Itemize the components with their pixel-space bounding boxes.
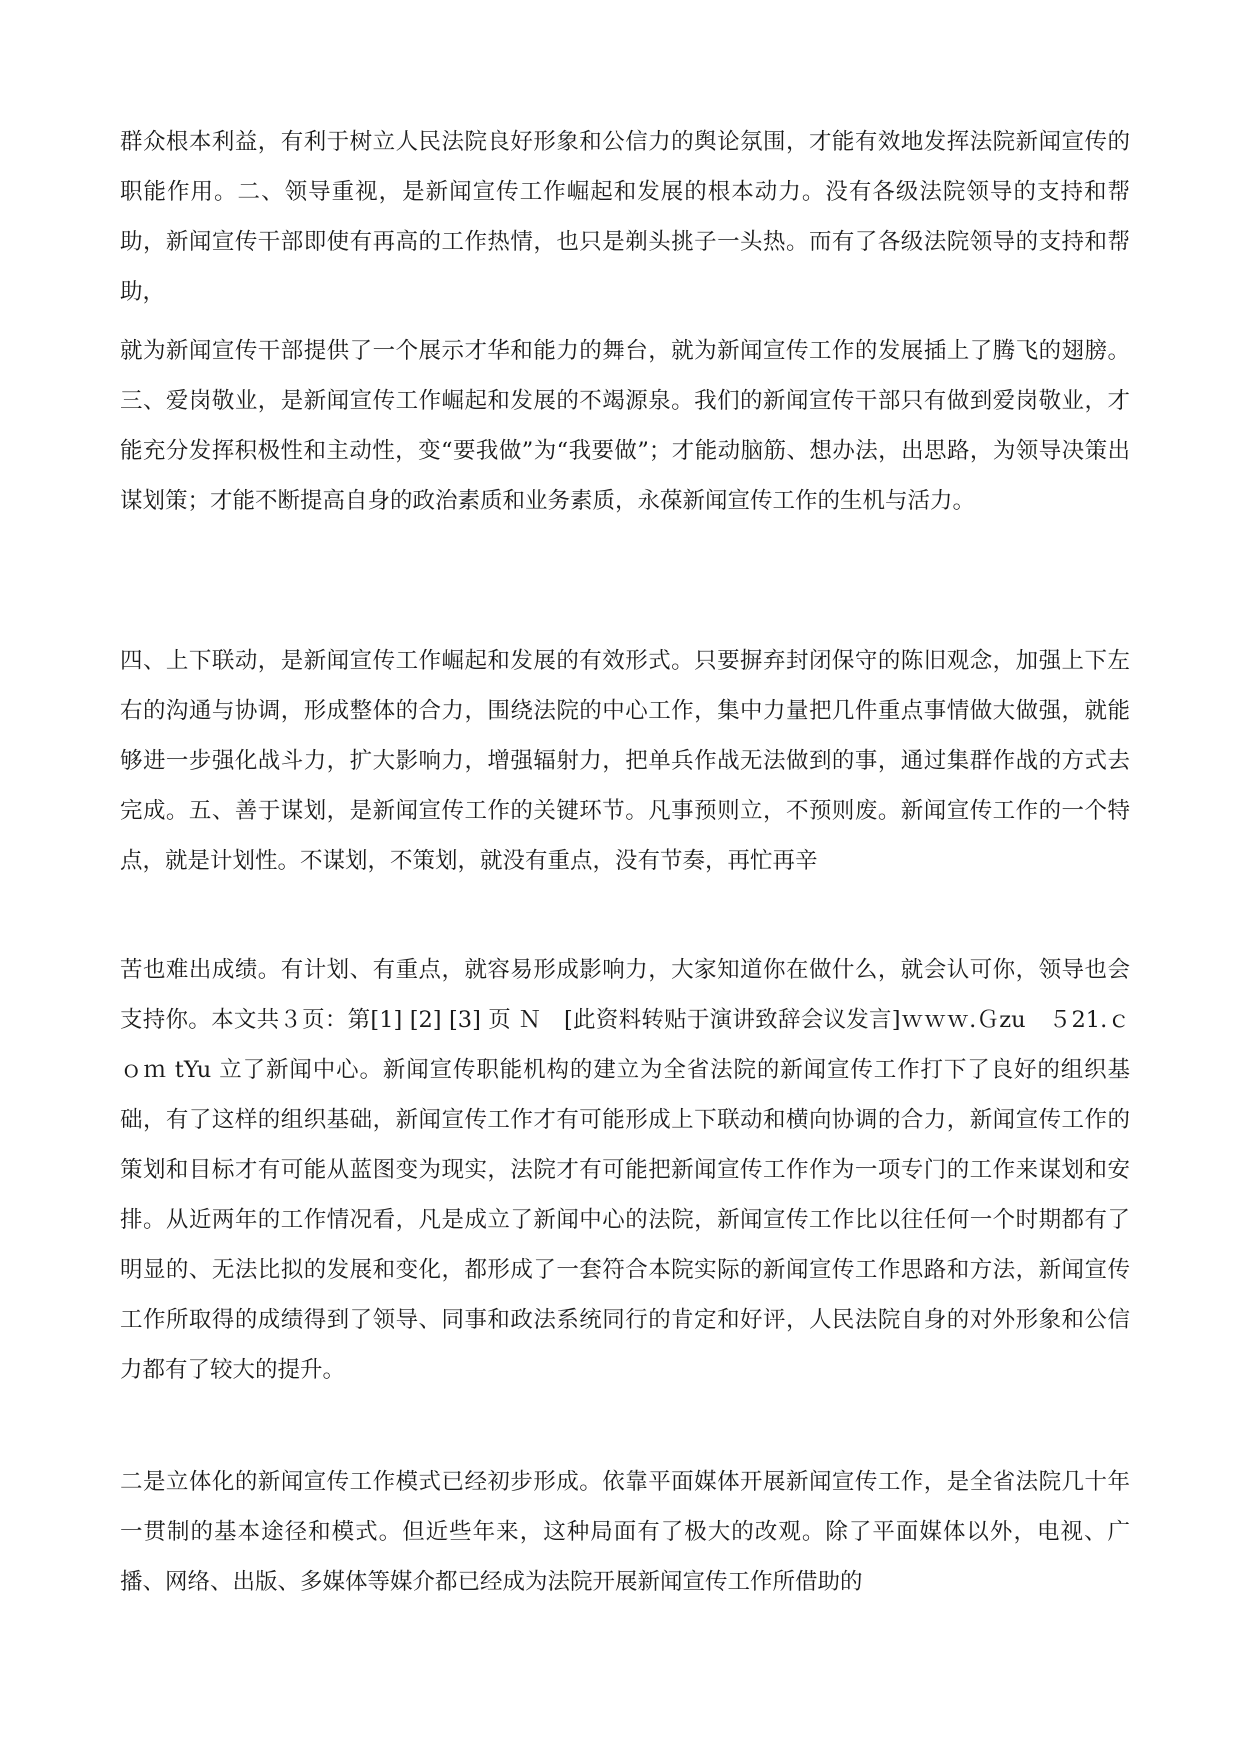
paragraph-4: 苦也难出成绩。有计划、有重点，就容易形成影响力，大家知道你在做什么，就会认可你，领导也会支持你。本文共３页：第[1] [2] [3] 页 Ｎ [此资料转贴于演讲致辞会议发言]ｗｗｗ.Ｇzu ５21.ｃｏｍ tYu 立了新闻中心。新闻宣传职能机构的建立为全省法院的新闻宣传工作打下了良好的组织基础，有了这样的组织基础，新闻宣传工作才有可能形成上下联动和横向协调的合力，新闻宣传工作的策划和目标才有可能从蓝图变为现实，法院才有可能把新闻宣传工作作为一项专门的工作来谋划和安排。从近两年的工作情况看，凡是成立了新闻中心的法院，新闻宣传工作比以往任何一个时期都有了明显的、无法比拟的发展和变化，都形成了一套符合本院实际的新闻宣传工作思路和方法，新闻宣传工作所取得的成绩得到了领导、同事和政法系统同行的肯定和好评，人民法院自身的对外形象和公信力都有了较大的提升。 (120, 957, 1130, 1383)
paragraph-5: 二是立体化的新闻宣传工作模式已经初步形成。依靠平面媒体开展新闻宣传工作，是全省法院几十年一贯制的基本途径和模式。但近些年来，这种局面有了极大的改观。除了平面媒体以外，电视、广播、网络、出版、多媒体等媒介都已经成为法院开展新闻宣传工作所借助的 (120, 1469, 1130, 1595)
paragraph-1: 群众根本利益，有利于树立人民法院良好形象和公信力的舆论氛围，才能有效地发挥法院新闻宣传的职能作用。二、领导重视，是新闻宣传工作崛起和发展的根本动力。没有各级法院领导的支持和帮助，新闻宣传干部即使有再高的工作热情，也只是剃头挑子一头热。而有了各级法院领导的支持和帮助， (120, 129, 1130, 305)
paragraph-3: 四、上下联动，是新闻宣传工作崛起和发展的有效形式。只要摒弃封闭保守的陈旧观念，加强上下左右的沟通与协调，形成整体的合力，围绕法院的中心工作，集中力量把几件重点事情做大做强，就能够进一步强化战斗力，扩大影响力，增强辐射力，把单兵作战无法做到的事，通过集群作战的方式去完成。五、善于谋划，是新闻宣传工作的关键环节。凡事预则立，不预则废。新闻宣传工作的一个特点，就是计划性。不谋划，不策划，就没有重点，没有节奏，再忙再辛 (120, 648, 1130, 874)
paragraph-2: 就为新闻宣传干部提供了一个展示才华和能力的舞台，就为新闻宣传工作的发展插上了腾飞的翅膀。三、爱岗敬业，是新闻宣传工作崛起和发展的不竭源泉。我们的新闻宣传干部只有做到爱岗敬业，才能充分发挥积极性和主动性，变“要我做”为“我要做”；才能动脑筋、想办法，出思路，为领导决策出谋划策；才能不断提高自身的政治素质和业务素质，永葆新闻宣传工作的生机与活力。 (120, 338, 1130, 514)
